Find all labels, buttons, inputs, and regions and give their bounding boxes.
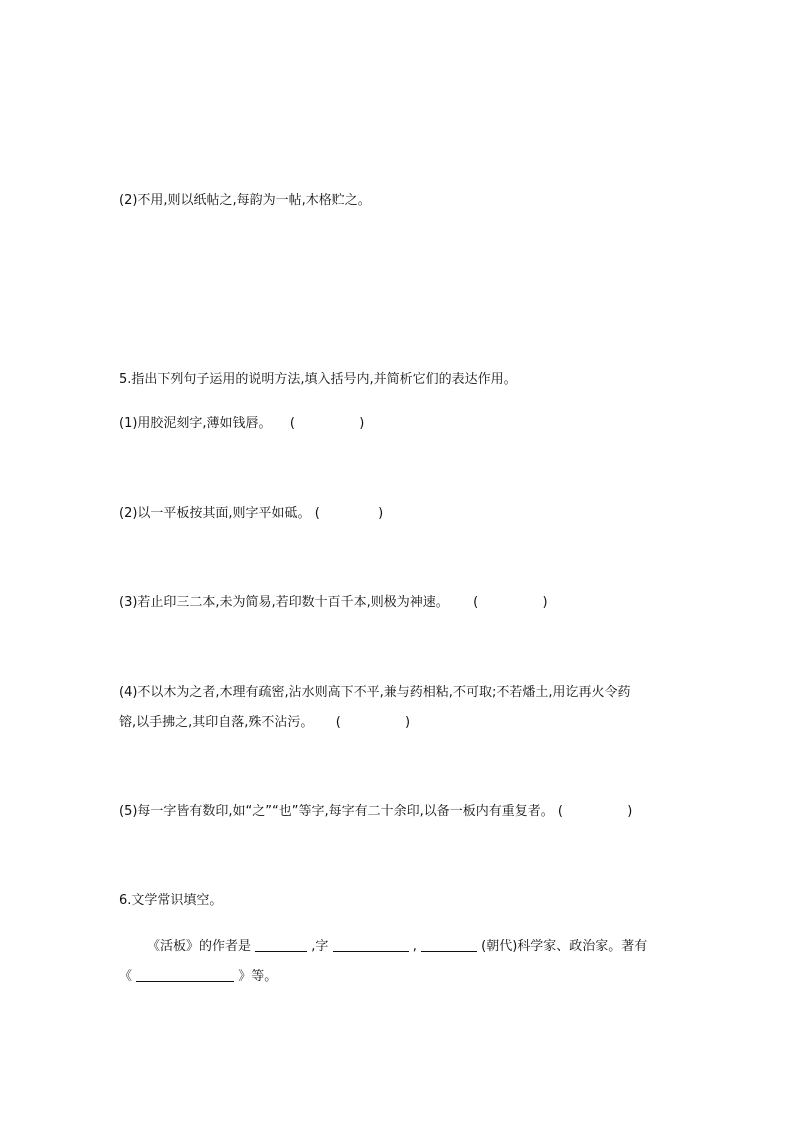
- item-text: (4)不以木为之者,木理有疏密,沾水则高下不平,兼与药相粘,不可取;不若燔土,用讫再火令药: [119, 685, 631, 700]
- item-text: (2)不用,则以纸帖之,每韵为一帖,木格贮之。: [119, 193, 371, 208]
- question-6-line-2: 《 》等。: [119, 969, 278, 984]
- answer-open-paren: (: [314, 506, 320, 521]
- item-text: (1)用胶泥刻字,薄如钱唇。: [119, 416, 272, 431]
- answer-close-paren: ): [542, 595, 548, 610]
- answer-close-paren: ): [359, 416, 365, 431]
- question-5-item-1: [119, 415, 364, 433]
- item-text: (5)每一字皆有数印,如“之”“也”等字,每字有二十余印,以备一板内有重复者。: [119, 804, 554, 819]
- question-4-item-2: [119, 192, 371, 210]
- fill-blank-dynasty[interactable]: [421, 937, 477, 952]
- question-5-item-3: [119, 594, 548, 612]
- answer-close-paren: ): [627, 804, 633, 819]
- answer-open-paren: (: [473, 595, 479, 610]
- question-6-title: 6.文学常识填空。: [119, 893, 223, 908]
- question-5-title: 5.指出下列句子运用的说明方法,填入括号内,并简析它们的表达作用。: [119, 372, 517, 387]
- fill-blank-courtesy-name[interactable]: [333, 937, 409, 952]
- item-text: (3)若止印三二本,未为简易,若印数十百千本,则极为神速。: [119, 595, 449, 610]
- answer-open-paren: (: [557, 804, 563, 819]
- answer-close-paren: ): [378, 506, 384, 521]
- question-6-line-1: 《活板》的作者是 ,字 , (朝代)科学家、政治家。著有: [147, 939, 648, 954]
- item-text: (2)以一平板按其面,则字平如砥。: [119, 506, 311, 521]
- question-5-item-4-line-2: [119, 714, 410, 732]
- fill-blank-author[interactable]: [255, 937, 307, 952]
- answer-open-paren: (: [289, 416, 295, 431]
- fill-blank-work-title[interactable]: [136, 967, 234, 982]
- question-5-item-4-line-1: [119, 684, 630, 702]
- answer-open-paren: (: [335, 715, 341, 730]
- question-5-item-2: [119, 505, 383, 523]
- item-text: 镕,以手拂之,其印自落,殊不沾污。: [119, 715, 314, 730]
- answer-close-paren: ): [405, 715, 411, 730]
- question-5-item-5: [119, 803, 632, 821]
